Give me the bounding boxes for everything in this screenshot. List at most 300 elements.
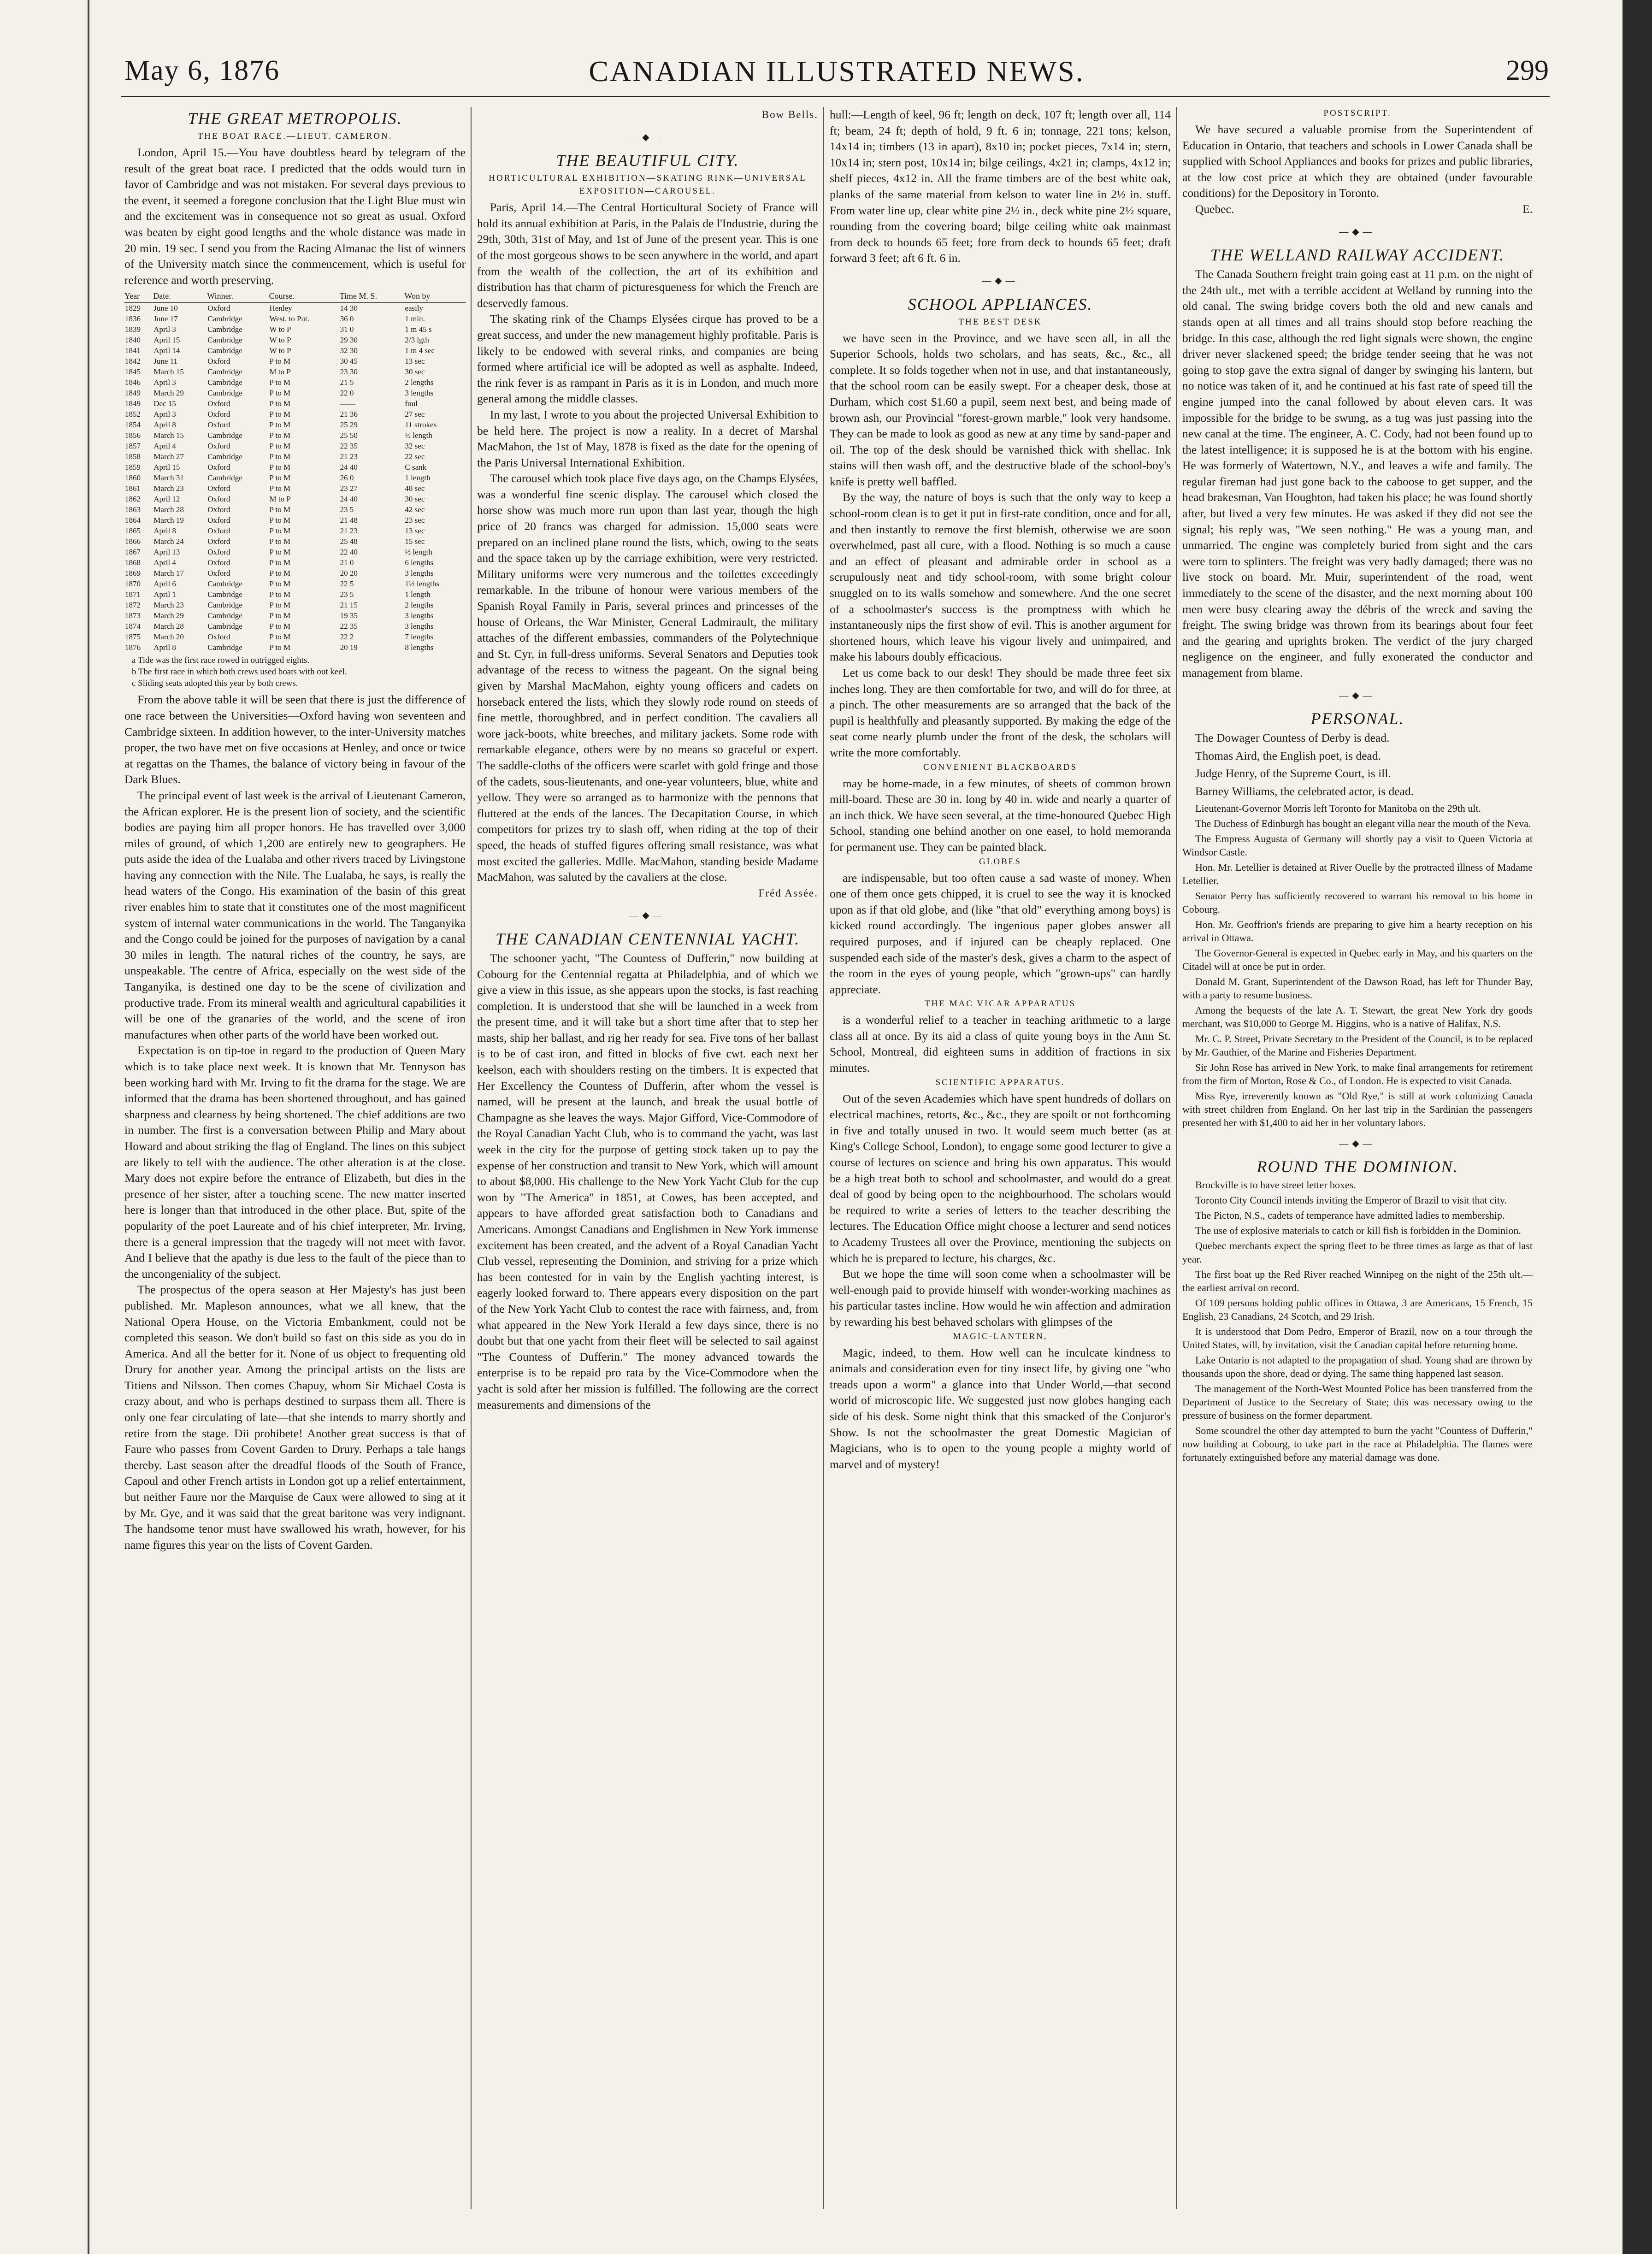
personal-item: Among the bequests of the late A. T. Stewart, the great New York dry goods merchant, was $10,000 to George M. Higgins, who is a native of Halifax, N.S. xyxy=(1182,1004,1533,1029)
table-row xyxy=(124,398,466,409)
table-cell: 22 5 xyxy=(340,579,354,589)
postscript-heading: POSTSCRIPT. xyxy=(1323,108,1392,118)
table-cell: 1846 xyxy=(125,378,141,387)
table-cell: Oxford xyxy=(207,537,230,546)
table-row xyxy=(124,536,466,547)
table-cell: P to M xyxy=(269,473,291,483)
table-cell: 20 19 xyxy=(340,643,358,652)
paragraph: Let us come back to our desk! They should be made three feet six inches long. They are then comfortable for two, and will do for three, at a pinch. The other measurements are so arranged that the back of the pupil is healthfully and pleasantly supported. By making the edge of the seat come nearly plumb under the front of the desk, the scholars will write the more comfortably. xyxy=(830,666,1171,759)
paragraph: The carousel which took place five days ago, on the Champs Elysées, was a wonderful fine scenic display. The carousel which closed the horse show was much more run upon than last year, though the high price of 20 francs was charged for admission. 15,000 seats were prepared on an inclined plane round the lists, which, owing to the seats and the space taken up by the carriage exhibition, were very restricted. Military uniforms were very numerous and the toilettes exceedingly remarkable. In the tribune of honour were various members of the Spanish Royal Family in Paris, several princes and princesses of the house of Orleans, the War Minister, General Ladmirault, the military attaches of the different embassies, commanders of the Polytechnique and St. Cyr, in full-dress uniforms. Several Senators and Deputies took advantage of the recess to witness the pageant. On the signal being given by Marshal MacMahon, eighty young officers and cadets on horseback entered the lists, which they slowly rode round on steeds of fine mettle, thoroughbred, and in perfect condition. The cavaliers all wore jack-boots, white breeches, and military jackets. Some rode with remarkable elegance, others were by no means so graceful or expert. The saddle-cloths of the officers were scarlet with gold fringe and those of the cadets, sous-lieutenants, and one-year volunteers, blue, white and yellow. They were so arranged as to harmonize with the pennons that fluttered at the ends of the lances. The Decapitation Course, in which competitors for prizes try to slash off, when riding at the top of their speed, the heads of stuffed figures offering small resistance, was what most excited the galleries. Mdlle. MacMahon, standing beside Madame MacMahon, was saluted by the cavaliers at the close. xyxy=(477,472,818,884)
table-cell: Oxford xyxy=(207,526,230,536)
table-cell: 36 0 xyxy=(340,314,354,324)
table-cell: 11 strokes xyxy=(405,420,437,430)
column-1 xyxy=(124,107,466,2209)
paragraph: By the way, the nature of boys is such that the only way to keep a school-room clean is to get it put in first-rate condition, once and for all, and then instantly to remove the first blemish, otherwise we are soon overwhelmed, past all cure, with a flood. Nothing is so much a cause and an effect of pleasant and admirable order in school as a scrupulously neat and tidy school-room, with some bright colour snuggled on to its walls somehow and somewhere. And the one secret of a schoolmaster's success is the promptness with which he instantaneously nips the first show of evil. This is another argument for shortened hours, which leave his vigour lively and unimpaired, and make his labours doubly efficacious. xyxy=(830,490,1171,664)
column-rule xyxy=(823,107,824,2209)
table-row xyxy=(124,313,466,324)
table-cell: P to M xyxy=(269,590,291,599)
table-row xyxy=(124,324,466,335)
table-cell: Dec 15 xyxy=(153,399,176,408)
paragraph: Out of the seven Academies which have spent hundreds of dollars on electrical machines, retorts, &c., &c., they are spoilt or not forthcoming in five and totally unused in two. It would seem much better (as at King's College School, London), to engage some good lecturer to give a course of lectures on science and bring his own apparatus. This would be a high treat both to school and schoolmaster, and would do a great deal of good by being open to the neighbourhood. The scholars would be required to write a series of letters to the teacher describing the lectures. The Education Office might choose a lecturer and send notices to Academy Trustees all over the Province, mentioning the subjects on which he is prepared to lecture, his charges, &c. xyxy=(830,1092,1171,1265)
table-cell: P to M xyxy=(269,643,291,652)
table-cell: 1841 xyxy=(125,346,141,355)
table-cell: 15 sec xyxy=(405,537,425,546)
table-cell: 30 45 xyxy=(340,357,358,366)
masthead-title: CANADIAN ILLUSTRATED NEWS. xyxy=(589,55,1085,88)
paragraph: But we hope the time will soon come when a schoolmaster will be well-enough paid to provide himself with wonder-working machines as his particular tastes incline. How would he win affection and admiration by rewarding his best behaved scholars with glimpses of the xyxy=(830,1267,1171,1328)
table-cell: Cambridge xyxy=(207,622,242,631)
table-cell: 21 0 xyxy=(340,558,354,567)
table-row xyxy=(124,504,466,515)
table-cell: April 12 xyxy=(153,495,180,504)
table-row xyxy=(124,451,466,462)
section-subheading: GLOBES xyxy=(979,856,1021,867)
table-cell: April 8 xyxy=(153,526,176,536)
table-cell: foul xyxy=(405,399,418,408)
table-header-cell: Time M. S. xyxy=(340,290,405,303)
table-header-cell: Winner. xyxy=(207,290,269,303)
table-cell: 1870 xyxy=(125,579,141,589)
table-cell: April 4 xyxy=(153,558,176,567)
table-row xyxy=(124,525,466,536)
table-row xyxy=(124,366,466,377)
news-item: The Picton, N.S., cadets of temperance have admitted ladies to membership. xyxy=(1195,1210,1505,1221)
column-rule xyxy=(1176,107,1177,2209)
table-row xyxy=(124,345,466,356)
table-row xyxy=(124,419,466,430)
paragraph: Magic, indeed, to them. How well can he inculcate kindness to animals and consideration even for tiny insect life, by giving one "who treads upon a worm" a glance into that Under World,—that second world of microscopic life. We suggested just now globes hanging each side of his desk. Some night think that this smacked of the Conjuror's Show. Is not the schoolmaster the great Domestic Magician of Magicians, who is to open to the young people a mighty world of marvel and of mystery! xyxy=(830,1345,1171,1471)
article-heading-personal: PERSONAL. xyxy=(1310,709,1404,728)
table-cell: 1860 xyxy=(125,473,141,483)
table-cell: P to M xyxy=(269,484,291,493)
article-heading-great-metropolis: THE GREAT METROPOLIS. xyxy=(188,109,402,128)
postscript-place: Quebec. xyxy=(1195,202,1234,216)
table-cell: 1849 xyxy=(125,399,141,408)
table-cell: West. to Put. xyxy=(269,314,309,324)
table-footnote: b The first race in which both crews used boats with out keel. xyxy=(132,667,347,677)
table-cell: 1842 xyxy=(125,357,141,366)
article-signature: Fréd Assée. xyxy=(758,887,818,899)
table-cell: 2 lengths xyxy=(405,601,434,610)
table-row xyxy=(124,409,466,419)
table-cell: 1 m 4 sec xyxy=(405,346,435,355)
table-cell: P to M xyxy=(269,442,291,451)
table-cell: Oxford xyxy=(207,632,230,642)
paragraph: hull:—Length of keel, 96 ft; length on deck, 107 ft; length over all, 114 ft; beam, 24 ft; depth of hold, 9 ft. 6 in; tonnage, 221 tons; kelson, 14x14 in; timbers (13 in apart), 8x10 in; pocket pieces, 7x14 in; stern, 10x14 in; stern post, 10x14 in; bilge ceilings, 4x21 in; clamps, 4x12 in; shelf pieces, 4x12 in. All the frame timbers are of the best white oak, planks of the same material from kelson to water line in 2½ in. stuff. From water line up, clear white pine 2½ in., deck white pine 2½ square, rounding from the covering board; bilge ceiling white oak mainmast from deck to hounds 65 feet; fore from deck to hounds 65 feet; draft forward 3 feet; aft 6 ft. 6 in. xyxy=(830,108,1171,265)
article-subheading: THE BOAT RACE.—LIEUT. CAMERON. xyxy=(197,131,393,141)
table-cell: 25 29 xyxy=(340,420,358,430)
table-cell: 1868 xyxy=(125,558,141,567)
table-cell: W to P xyxy=(269,336,291,345)
page-number: 299 xyxy=(1506,55,1549,86)
table-cell: Cambridge xyxy=(207,314,242,324)
table-cell: P to M xyxy=(269,399,291,408)
personal-item: Barney Williams, the celebrated actor, is dead. xyxy=(1195,784,1414,798)
table-row xyxy=(124,642,466,653)
table-row xyxy=(124,303,466,314)
table-cell: 21 23 xyxy=(340,526,358,536)
table-cell: 22 2 xyxy=(340,632,354,642)
news-item: Brockville is to have street letter boxes. xyxy=(1195,1179,1356,1191)
table-footnote: a Tide was the first race rowed in outrigged eights. xyxy=(132,655,310,666)
personal-item: Miss Rye, irreverently known as "Old Rye," is still at work colonizing Canada with street children from England. On her last trip in the Sardinian the passengers presented her with $1,400 to aid her in her voluntary labors. xyxy=(1182,1090,1533,1128)
table-row xyxy=(124,462,466,472)
table-cell: 30 sec xyxy=(405,495,425,504)
table-cell: 1861 xyxy=(125,484,141,493)
personal-item: Hon. Mr. Geoffrion's friends are preparing to give him a hearty reception on his arrival in Ottawa. xyxy=(1182,918,1533,944)
boat-race-table xyxy=(124,290,466,653)
table-cell: P to M xyxy=(269,420,291,430)
table-cell: 1874 xyxy=(125,622,141,631)
postscript-signature: E. xyxy=(1522,202,1533,216)
table-row xyxy=(124,430,466,441)
table-cell: P to M xyxy=(269,622,291,631)
table-cell: Cambridge xyxy=(207,452,242,461)
table-cell: 26 0 xyxy=(340,473,354,483)
news-item: The use of explosive materials to catch or kill fish is forbidden in the Dominion. xyxy=(1195,1225,1521,1237)
table-header-cell: Won by xyxy=(404,290,466,303)
column-3 xyxy=(830,107,1171,2209)
news-item: Quebec merchants expect the spring fleet to be three times as large as that of last year. xyxy=(1182,1240,1533,1265)
table-cell: 32 sec xyxy=(405,442,425,451)
table-cell: P to M xyxy=(269,389,291,398)
personal-item: Judge Henry, of the Supreme Court, is ill. xyxy=(1195,767,1391,780)
table-cell: March 15 xyxy=(153,367,184,377)
paragraph: Expectation is on tip-toe in regard to the production of Queen Mary which is to take place next week. It is known that Mr. Tennyson has been working hard with Mr. Irving to fit the drama for the stage. We are informed that the drama has been shortened throughout, and has gained sharpness and clearness by being shortened. The chief additions are two in number. The first is a conversation between Philip and Mary about Howard and about striking the flag of England. The lines on this subject are likely to tell with the audience. The other alteration is at the close. Mary does not expire before the entrance of Elizabeth, but dies in the presence of her sister, after a touching scene. The new matter inserted here is longer than that introduced in the other place. But, spite of the popularity of the poet Laureate and of his chief interpreter, Mr. Irving, there is a general impression that the tragedy will not meet with favor. And I believe that the apathy is due less to the fault of the piece than to the uncongeniality of the subject. xyxy=(124,1044,466,1280)
personal-item: Donald M. Grant, Superintendent of the Dawson Road, has left for Thunder Bay, with a party to resume business. xyxy=(1182,975,1533,1001)
ornament-divider: ―◆― xyxy=(1339,1138,1376,1149)
column-2 xyxy=(477,107,818,2209)
table-cell: Oxford xyxy=(207,399,230,408)
table-cell: 1 length xyxy=(405,590,431,599)
personal-item: Senator Perry has sufficiently recovered to warrant his removal to his home in Cobourg. xyxy=(1182,890,1533,915)
paragraph: we have seen in the Province, and we have seen all, in all the Superior Schools, holds two scholars, and has seats, &c., &c., all complete. It so folds together when not in use, and that instantaneously, that the school room can be easily swept. For a cheaper desk, those at Durham, which cost $1.60 a pupil, seem next best, and being made of brown ash, our Provincial "forest-grown marble," look very handsome. They can be made to look as good as new at any time by sand-paper and oil. The top of the desk should be varnished thick with shellac. Ink stains will then wash off, and the destructive blade of the school-boy's knife is pretty well baffled. xyxy=(830,331,1171,488)
table-cell: 1871 xyxy=(125,590,141,599)
table-cell: 2 lengths xyxy=(405,378,434,387)
table-cell: April 13 xyxy=(153,548,180,557)
table-cell: Oxford xyxy=(207,495,230,504)
paragraph: are indispensable, but too often cause a sad waste of money. When one of them once gets chipped, it is cruel to see the way it is knocked upon as if that old globe, and (like "that old" everything among boys) is kicked round accordingly. The ingenious paper globes answer all required purposes, and if injured can be cheaply replaced. One suspended each side of the master's desk, gives a charm to the aspect of the room in the eyes of young people, which "grown-ups" can hardly appreciate. xyxy=(830,871,1171,996)
personal-item: The Duchess of Edinburgh has bought an elegant villa near the mouth of the Neva. xyxy=(1195,817,1531,829)
table-cell: Cambridge xyxy=(207,346,242,355)
table-cell: 25 48 xyxy=(340,537,358,546)
table-cell: 25 50 xyxy=(340,431,358,440)
table-cell: April 1 xyxy=(153,590,176,599)
table-cell: 21 23 xyxy=(340,452,358,461)
table-cell: 21 36 xyxy=(340,410,358,419)
table-cell: April 14 xyxy=(153,346,180,355)
table-cell: Cambridge xyxy=(207,389,242,398)
table-body xyxy=(124,303,466,653)
ornament-divider: ―◆― xyxy=(1339,226,1376,237)
table-cell: P to M xyxy=(269,558,291,567)
table-row xyxy=(124,610,466,621)
ornament-divider: ―◆― xyxy=(982,275,1019,286)
table-cell: Oxford xyxy=(207,505,230,514)
table-cell: 1858 xyxy=(125,452,141,461)
table-cell: 3 lengths xyxy=(405,611,434,620)
table-cell: 1849 xyxy=(125,389,141,398)
table-cell: 23 27 xyxy=(340,484,358,493)
table-cell: 21 15 xyxy=(340,601,358,610)
table-cell: June 11 xyxy=(153,357,178,366)
table-row xyxy=(124,578,466,589)
table-cell: Oxford xyxy=(207,304,230,313)
table-cell: W to P xyxy=(269,346,291,355)
news-item: The first boat up the Red River reached Winnipeg on the night of the 25th ult.—the earliest arrival on record. xyxy=(1182,1269,1533,1294)
paragraph: The skating rink of the Champs Elysées cirque has proved to be a great success, and under the new management highly profitable. Paris is likely to be endowed with several rinks, and companies are being formed where artificial ice will be adopted as well as asphalte. Indeed, the rink fever is as rampant in Paris as it is in London, and much more general among the middle classes. xyxy=(477,312,818,406)
table-cell: 1863 xyxy=(125,505,141,514)
table-cell: 13 sec xyxy=(405,357,425,366)
ornament-divider: ―◆― xyxy=(629,132,666,142)
table-cell: P to M xyxy=(269,579,291,589)
table-cell: 48 sec xyxy=(405,484,425,493)
table-header-cell: Course. xyxy=(269,290,339,303)
page-header xyxy=(124,54,1549,100)
table-cell: March 29 xyxy=(153,611,184,620)
table-cell: 24 40 xyxy=(340,495,358,504)
table-row xyxy=(124,600,466,610)
table-cell: 2/3 lgth xyxy=(405,336,429,345)
table-cell: April 15 xyxy=(153,463,180,472)
news-item: Of 109 persons holding public offices in Ottawa, 3 are Americans, 15 French, 15 English, 23 Canadians, 24 Scotch, and 29 Irish. xyxy=(1182,1297,1533,1322)
table-cell: March 28 xyxy=(153,505,184,514)
table-cell: P to M xyxy=(269,526,291,536)
postscript-signoff xyxy=(1182,201,1533,218)
news-item: The management of the North-West Mounted Police has been transferred from the Department of Justice to the Secretary of State; this was necessary owing to the pressure of business on the former department. xyxy=(1182,1383,1533,1422)
article-heading-welland-accident: THE WELLAND RAILWAY ACCIDENT. xyxy=(1210,246,1505,265)
table-row xyxy=(124,621,466,631)
table-cell: Cambridge xyxy=(207,579,242,589)
table-cell: Oxford xyxy=(207,420,230,430)
table-cell: March 23 xyxy=(153,484,184,493)
table-cell: 7 lengths xyxy=(405,632,434,642)
personal-item: The Governor-General is expected in Quebec early in May, and his quarters on the Citadel will at once be put in order. xyxy=(1182,947,1533,972)
section-subheading: CONVENIENT BLACKBOARDS xyxy=(923,762,1078,772)
table-cell: Cambridge xyxy=(207,367,242,377)
table-cell: 31 0 xyxy=(340,325,354,334)
personal-item: Thomas Aird, the English poet, is dead. xyxy=(1195,749,1381,762)
left-margin-rule xyxy=(88,0,89,2254)
table-cell: 23 sec xyxy=(405,516,425,525)
table-cell: 1876 xyxy=(125,643,141,652)
column-4 xyxy=(1182,107,1533,2209)
table-header-cell: Year xyxy=(124,290,153,303)
paragraph: London, April 15.—You have doubtless heard by telegram of the result of the great boat race. I predicted that the odds would turn in favor of Cambridge and was not mistaken. For several days previous to the event, it seemed a foregone conclusion that the Light Blue must win and the excitement was in consequence not so great as usual. Oxford was beaten by eight good lengths and the whole distance was made in 20 min. 19 sec. I send you from the Racing Almanac the list of winners of the University match since the commencement, which is useful for reference and worth preserving. xyxy=(124,146,466,287)
table-cell: ½ length xyxy=(405,431,432,440)
table-cell: ½ length xyxy=(405,548,432,557)
table-cell: Cambridge xyxy=(207,336,242,345)
paragraph: The prospectus of the opera season at Her Majesty's has just been published. Mr. Mapleson announces, what we all knew, that the National Opera House, on the Victoria Embankment, could not be completed this season. We don't build so fast on this side as you do in America. And all the better for it. None of us object to frequenting old Drury for another year. Among the principal artists on the lists are Titiens and Nilsson. Then comes Chapuy, whom Sir Michael Costa is crazy about, and who is perhaps destined to surpass them all. There is only one fear circulating of late—that she intends to marry shortly and retire from the stage. Dii prohibete! Another great success is that of Faure who passes from Covent Garden to Drury. Perhaps a tale hangs thereby. Last season after the dreadful floods of the South of France, Capoul and other French artists in London got up a relief entertainment, but neither Faure nor the Marquise de Caux were allowed to sing at it by Mr. Gye, and it was said that the great baritone was very indignant. The handsome tenor must have swallowed his wrath, however, for his name figures this year on the lists of Covent Garden. xyxy=(124,1283,466,1552)
personal-item: Mr. C. P. Street, Private Secretary to the President of the Council, is to be replaced by Mr. Gauthier, of the Marine and Fisheries Department. xyxy=(1182,1033,1533,1058)
section-subheading: MAGIC-LANTERN, xyxy=(953,1331,1048,1341)
news-item: Toronto City Council intends inviting the Emperor of Brazil to visit that city. xyxy=(1195,1194,1507,1206)
paragraph: In my last, I wrote to you about the projected Universal Exhibition to be held here. The project is now a reality. In a decret of Marshal MacMahon, the 1st of May, 1878 is fixed as the date for the opening of the Paris Universal International Exhibition. xyxy=(477,407,818,469)
table-cell: 13 sec xyxy=(405,526,425,536)
table-cell: April 3 xyxy=(153,378,176,387)
table-cell: 1857 xyxy=(125,442,141,451)
table-cell: March 28 xyxy=(153,622,184,631)
article-heading-round-dominion: ROUND THE DOMINION. xyxy=(1257,1157,1458,1176)
table-cell: 3 lengths xyxy=(405,622,434,631)
table-cell: W to P xyxy=(269,325,291,334)
section-subheading: THE BEST DESK xyxy=(958,317,1042,327)
table-cell: P to M xyxy=(269,378,291,387)
table-cell: April 4 xyxy=(153,442,176,451)
table-cell: Cambridge xyxy=(207,473,242,483)
table-cell: 21 48 xyxy=(340,516,358,525)
table-cell: April 15 xyxy=(153,336,180,345)
table-cell: Oxford xyxy=(207,516,230,525)
table-cell: March 27 xyxy=(153,452,184,461)
article-heading-school-appliances: SCHOOL APPLIANCES. xyxy=(908,295,1093,313)
table-cell: 1845 xyxy=(125,367,141,377)
table-cell: March 24 xyxy=(153,537,184,546)
table-cell: M to P xyxy=(269,367,291,377)
table-cell: 30 sec xyxy=(405,367,425,377)
table-cell: 8 lengths xyxy=(405,643,434,652)
table-row xyxy=(124,483,466,494)
article-subheading: HORTICULTURAL EXHIBITION—SKATING RINK—UNIVERSAL EXPOSITION—CAROUSEL. xyxy=(489,173,807,196)
table-cell: March 15 xyxy=(153,431,184,440)
table-cell: April 3 xyxy=(153,325,176,334)
table-cell: 1 min. xyxy=(405,314,425,324)
table-cell: 1854 xyxy=(125,420,141,430)
table-cell: 1 m 45 s xyxy=(405,325,432,334)
table-cell: —— xyxy=(340,399,356,408)
table-cell: 21 5 xyxy=(340,378,354,387)
table-cell: 22 0 xyxy=(340,389,354,398)
table-cell: April 8 xyxy=(153,643,176,652)
personal-item: The Empress Augusta of Germany will shortly pay a visit to Queen Victoria at Windsor Castle. xyxy=(1182,832,1533,858)
paragraph: The Canada Southern freight train going east at 11 p.m. on the night of the 24th ult., met with a terrible accident at Welland by running into the old canal. The swing bridge covers both the old and new canals and stands open at all times and all trains should stop before reaching the bridge. In this case, although the red light signals were shown, the engine driver never slackened speed; the bridge tender seeing that he was not going to stop gave the extra signal of danger by swinging his lantern, but no notice was taken of it, and he continued at his fast rate of speed till the engine jumped into the canal followed by about eleven cars. It was impossible for the bridge to be swung, as a tug was just passing into the new canal at the time. The engineer, A. C. Cody, had not been found up to the latest intelligence; it is supposed he is at the bottom with his engine. He was formerly of Watertown, N.Y., and leaves a wife and family. The regular fireman had just gone back to the caboose to get supper, and the head brakesman, Van Houghton, had taken his place; he was found shortly after, but lived a very few minutes. He was asked if they did not see the signal; his reply was, "We seen nothing." He was a young man, and unmarried. The engine was completely buried from sight and the cars were torn to splinters. The freight was very badly damaged; there was no live stock on board. Mr. Muir, superintendent of the road, went immediately to the scene of the disaster, and the next morning about 100 men were busy clearing away the débris of the wreck and saving the freight. The swing bridge was thrown from its bearings about four feet and the gearing and uprights broken. The verdict of the jury charged negligence on the engineer, and fully exonerated the conductor and management from blame. xyxy=(1182,267,1533,679)
table-cell: 22 35 xyxy=(340,622,358,631)
table-cell: 32 30 xyxy=(340,346,358,355)
table-cell: March 17 xyxy=(153,569,184,578)
table-cell: 14 30 xyxy=(340,304,358,313)
table-cell: easily xyxy=(405,304,424,313)
table-cell: 6 lengths xyxy=(405,558,434,567)
table-cell: P to M xyxy=(269,463,291,472)
table-row xyxy=(124,441,466,451)
table-cell: Cambridge xyxy=(207,643,242,652)
table-cell: 1873 xyxy=(125,611,141,620)
table-cell: 1865 xyxy=(125,526,141,536)
table-cell: 1875 xyxy=(125,632,141,642)
table-row xyxy=(124,547,466,557)
table-row xyxy=(124,472,466,483)
article-heading-centennial-yacht: THE CANADIAN CENTENNIAL YACHT. xyxy=(495,929,800,948)
news-item: Some scoundrel the other day attempted to burn the yacht "Countess of Dufferin," now building at Cobourg, to take part in the race at Philadelphia. The flames were fortunately extinguished before any material damage was done. xyxy=(1182,1425,1533,1463)
table-cell: P to M xyxy=(269,357,291,366)
ornament-divider: ―◆― xyxy=(1339,690,1376,701)
table-cell: Oxford xyxy=(207,558,230,567)
news-item: Lake Ontario is not adapted to the propagation of shad. Young shad are thrown by thousands upon the shore, dead or dying. The same thing happened last season. xyxy=(1182,1354,1533,1380)
table-cell: March 20 xyxy=(153,632,184,642)
table-cell: 1869 xyxy=(125,569,141,578)
table-cell: Cambridge xyxy=(207,590,242,599)
table-cell: Oxford xyxy=(207,548,230,557)
article-heading-beautiful-city: THE BEAUTIFUL CITY. xyxy=(556,151,739,170)
table-cell: P to M xyxy=(269,410,291,419)
table-cell: Henley xyxy=(269,304,292,313)
table-cell: 1829 xyxy=(125,304,141,313)
news-item: It is understood that Dom Pedro, Emperor of Brazil, now on a tour through the United States, will, by invitation, visit the Canadian capital before returning home. xyxy=(1182,1326,1533,1351)
paragraph: From the above table it will be seen that there is just the difference of one race between the Universities—Oxford having won seventeen and Cambridge sixteen. In addition however, to the inter-University matches proper, the two have met on five occasions at Henley, and once or twice at regattas on the Thames, the balance of victory being in favour of the Dark Blues. xyxy=(124,693,466,786)
table-cell: 1 length xyxy=(405,473,431,483)
table-cell: C sank xyxy=(405,463,427,472)
paragraph: may be home-made, in a few minutes, of sheets of common brown mill-board. These are 30 in. long by 40 in. wide and nearly a quarter of an inch thick. We have seen several, at the time-honoured Quebec High School, standing one behind another on one easel, to hold memoranda for permanent use. They can be painted black. xyxy=(830,776,1171,854)
table-cell: 1856 xyxy=(125,431,141,440)
table-cell: 3 lengths xyxy=(405,389,434,398)
article-signature: Bow Bells. xyxy=(761,109,818,120)
table-cell: 1852 xyxy=(125,410,141,419)
table-cell: 29 30 xyxy=(340,336,358,345)
table-row xyxy=(124,494,466,504)
right-page-edge xyxy=(1622,0,1652,2254)
table-row xyxy=(124,589,466,600)
table-cell: 19 35 xyxy=(340,611,358,620)
table-row xyxy=(124,377,466,388)
table-row xyxy=(124,515,466,525)
table-cell: 1862 xyxy=(125,495,141,504)
table-cell: P to M xyxy=(269,611,291,620)
table-cell: 27 sec xyxy=(405,410,425,419)
table-cell: 23 5 xyxy=(340,590,354,599)
table-cell: March 19 xyxy=(153,516,184,525)
paragraph: is a wonderful relief to a teacher in teaching arithmetic to a large class all at once. By its aid a class of quite young boys in the Ann St. School, Montreal, did eighteen sums in addition of fractions in six minutes. xyxy=(830,1013,1171,1075)
table-cell: 22 40 xyxy=(340,548,358,557)
table-cell: M to P xyxy=(269,495,291,504)
table-header-cell: Date. xyxy=(153,290,207,303)
ornament-divider: ―◆― xyxy=(629,910,666,921)
table-cell: P to M xyxy=(269,505,291,514)
section-subheading: SCIENTIFIC APPARATUS. xyxy=(935,1077,1065,1087)
personal-item: Lieutenant-Governor Morris left Toronto for Manitoba on the 29th ult. xyxy=(1195,802,1481,814)
table-cell: 42 sec xyxy=(405,505,425,514)
table-cell: P to M xyxy=(269,548,291,557)
table-cell: Cambridge xyxy=(207,611,242,620)
issue-date: May 6, 1876 xyxy=(124,55,280,86)
table-cell: Cambridge xyxy=(207,431,242,440)
table-cell: April 6 xyxy=(153,579,176,589)
table-cell: P to M xyxy=(269,431,291,440)
table-cell: April 8 xyxy=(153,420,176,430)
table-cell: 1872 xyxy=(125,601,141,610)
table-cell: 22 35 xyxy=(340,442,358,451)
personal-item: The Dowager Countess of Derby is dead. xyxy=(1195,731,1390,745)
table-header-row xyxy=(124,290,466,303)
table-cell: 1867 xyxy=(125,548,141,557)
header-rule xyxy=(121,96,1550,97)
table-cell: Oxford xyxy=(207,357,230,366)
table-cell: 23 30 xyxy=(340,367,358,377)
column-rule xyxy=(471,107,472,2209)
paragraph: The principal event of last week is the arrival of Lieutenant Cameron, the African explorer. He is the present lion of society, and the scientific bodies are paying him all proper honors. He has travelled over 3,000 miles of ground, of which 1,200 are entirely new to geographers. He puts aside the idea of the Lualaba and other rivers traced by Livingstone having any connection with the Nile. The Lualaba, he says, is really the head waters of the Congo. His examination of the basin of this great river enables him to state that it constitutes one of the most magnificent system of internal water communications in the world. The Tanganyika and the Congo could be joined for the purposes of navigation by a canal 30 miles in length. The natural riches of the country, he says, are unspeakable. The centre of Africa, especially on the west side of the Tanganyika, is destined one day to be the scene of civilization and productive trade. From its mineral wealth and agricultural capabilities it will be one of the granaries of the world, and the scene of iron manufactures when other parts of the world have been worked out. xyxy=(124,788,466,1041)
table-cell: P to M xyxy=(269,569,291,578)
table-cell: 1836 xyxy=(125,314,141,324)
paragraph: Paris, April 14.—The Central Horticultural Society of France will hold its annual exhibition at Paris, in the Palais de l'Industrie, during the 29th, 30th, 31st of May, and 1st of June of the present year. This is one of the most gorgeous shows to be seen anywhere in the world, and apart from the wealth of the collection, the art of its exhibition and distribution has that charm of picturesqueness for which the French are deservedly famous. xyxy=(477,201,818,310)
table-cell: Oxford xyxy=(207,410,230,419)
personal-item: Sir John Rose has arrived in New York, to make final arrangements for retirement from the firm of Morton, Rose & Co., of London. He is expected to visit Canada. xyxy=(1182,1061,1533,1086)
table-cell: April 3 xyxy=(153,410,176,419)
table-row xyxy=(124,568,466,578)
table-cell: 23 5 xyxy=(340,505,354,514)
table-cell: P to M xyxy=(269,452,291,461)
table-cell: Oxford xyxy=(207,484,230,493)
table-cell: P to M xyxy=(269,537,291,546)
personal-item: Hon. Mr. Letellier is detained at River Ouelle by the protracted illness of Madame Letellier. xyxy=(1182,861,1533,886)
